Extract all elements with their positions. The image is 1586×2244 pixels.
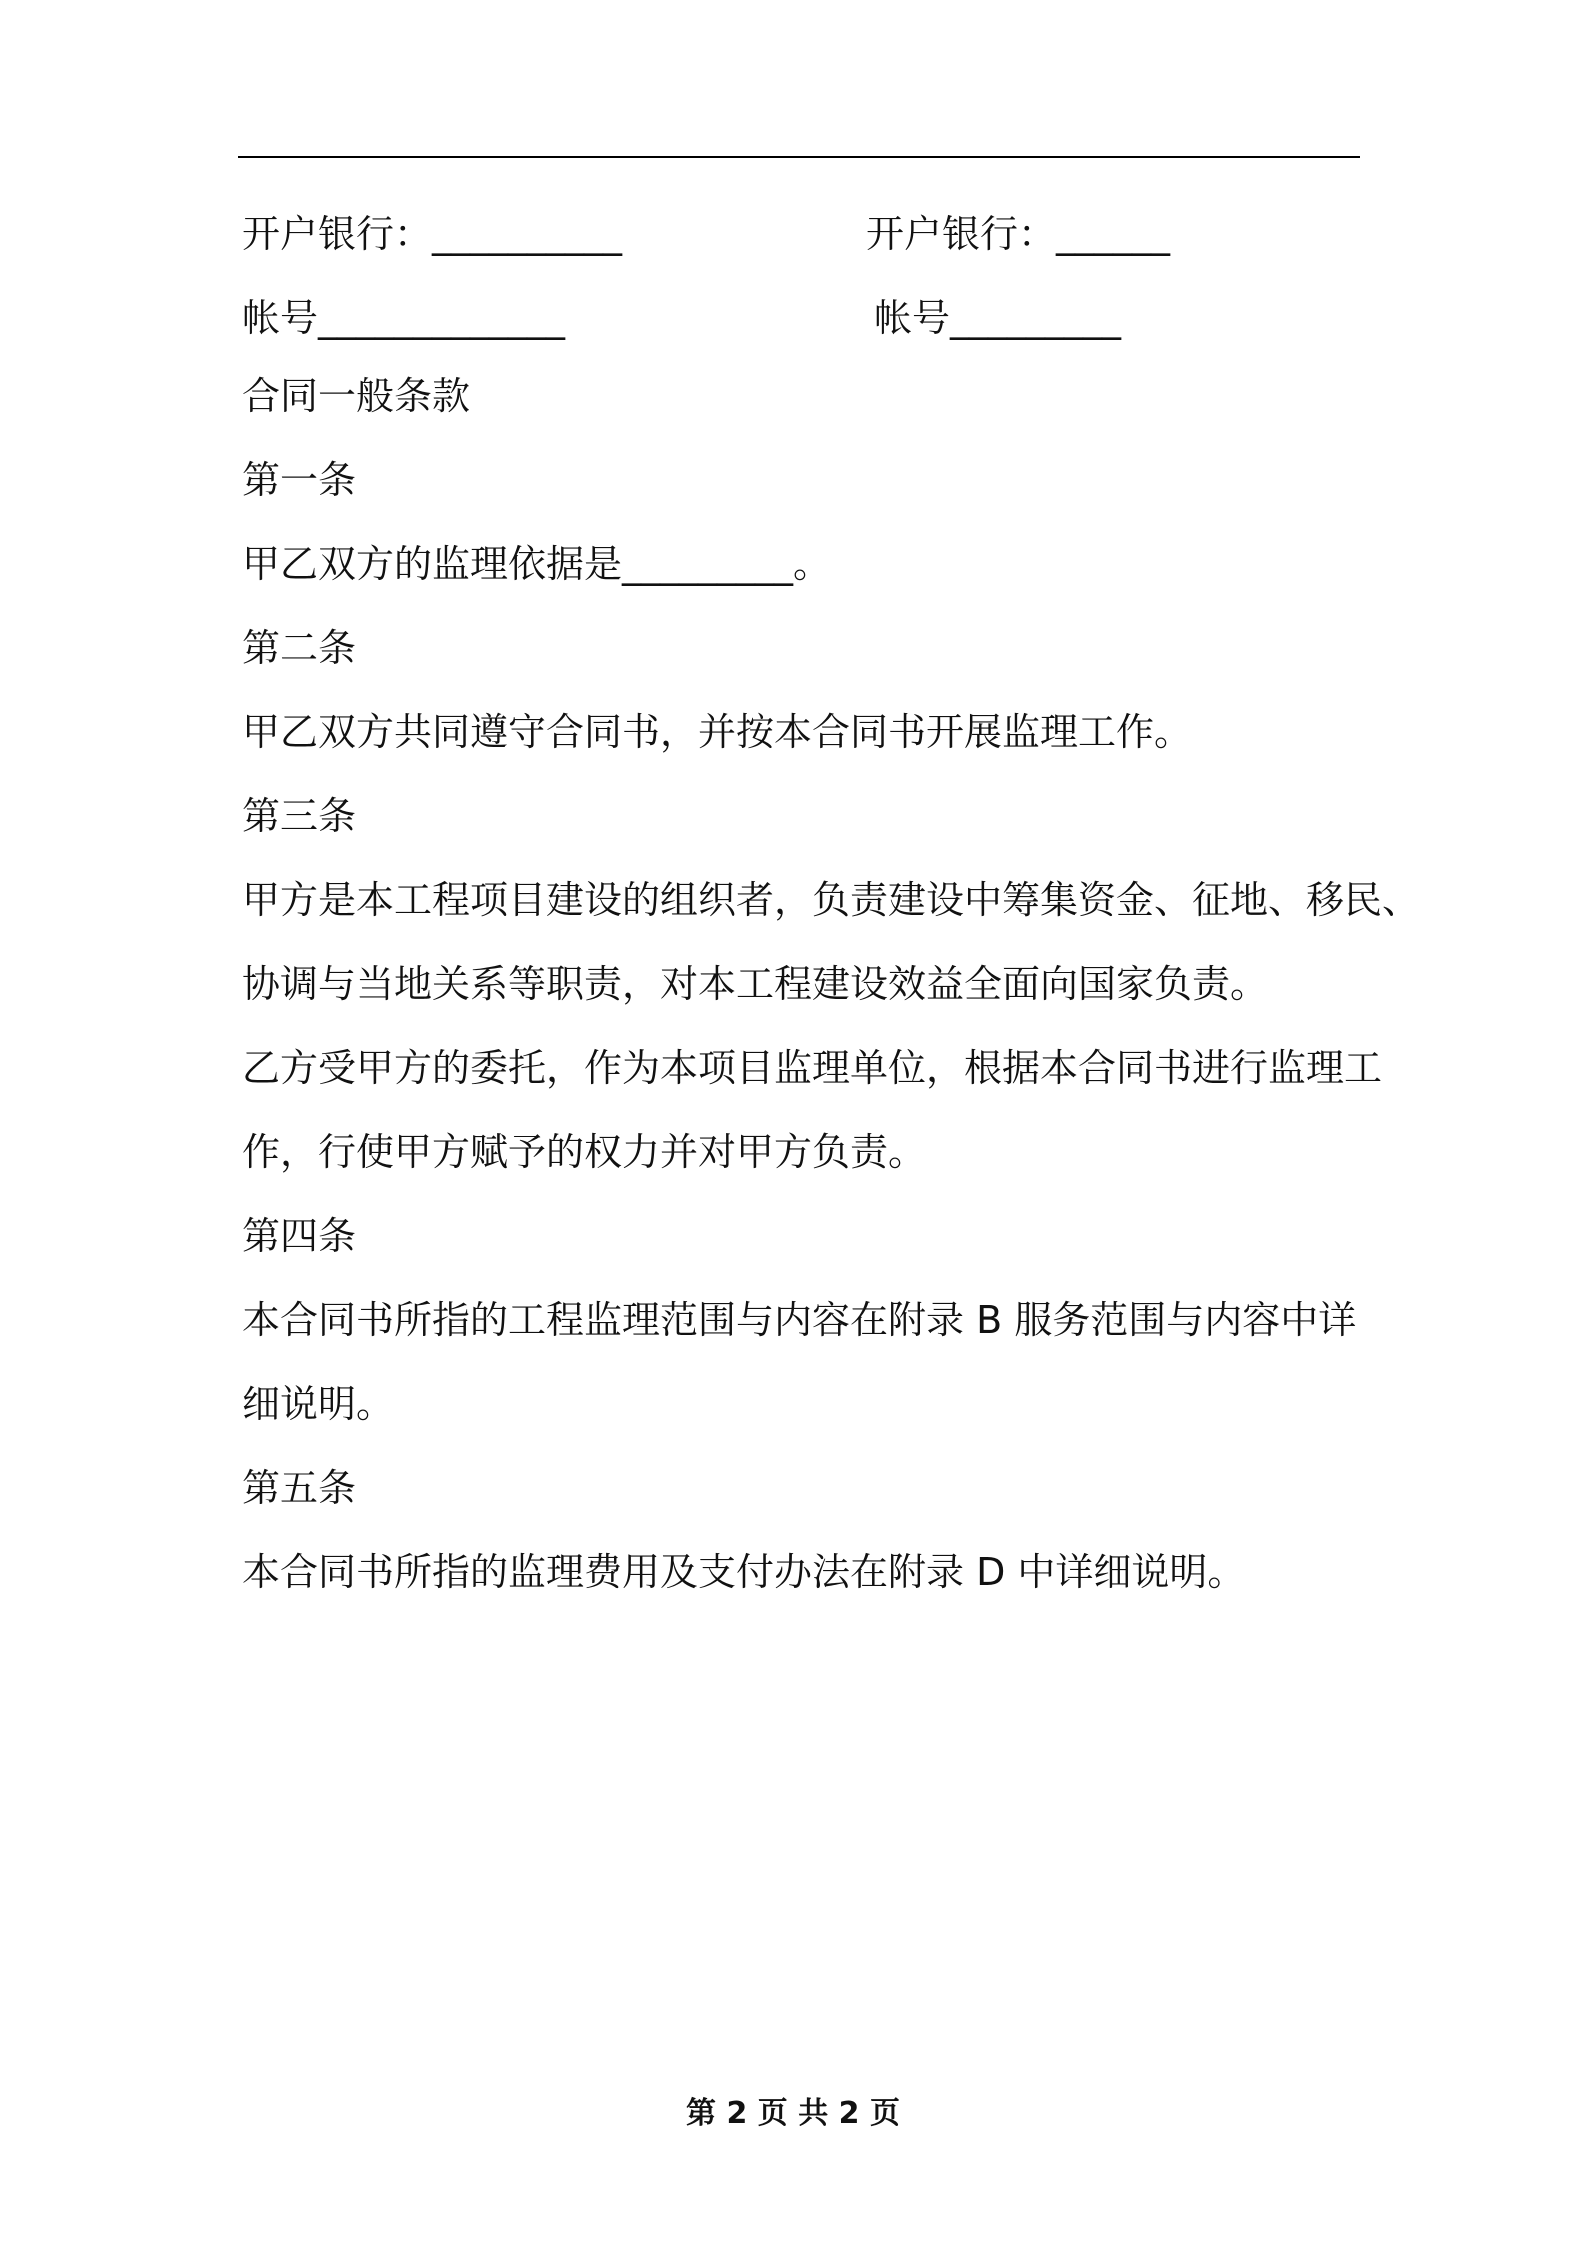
header-rule <box>238 156 1360 158</box>
left-bank-field: 开户银行：__________ <box>242 212 623 256</box>
article-4-text-2: 细说明。 <box>242 1382 395 1426</box>
article-4-title: 第四条 <box>242 1214 357 1258</box>
section-title: 合同一般条款 <box>242 374 471 418</box>
article-2-title: 第二条 <box>242 626 357 670</box>
right-account-field: 帐号_________ <box>874 296 1122 340</box>
article-2-text: 甲乙双方共同遵守合同书，并按本合同书开展监理工作。 <box>242 710 1193 754</box>
left-account-field: 帐号_____________ <box>242 296 566 340</box>
article-3-title: 第三条 <box>242 794 357 838</box>
article-4-text-1: 本合同书所指的工程监理范围与内容在附录 B 服务范围与内容中详 <box>242 1298 1357 1342</box>
article-3-text-2: 协调与当地关系等职责，对本工程建设效益全面向国家负责。 <box>242 962 1269 1006</box>
article-3-text-1: 甲方是本工程项目建设的组织者，负责建设中筹集资金、征地、移民、 <box>242 878 1421 922</box>
right-bank-field: 开户银行：______ <box>866 212 1171 256</box>
article-5-title: 第五条 <box>242 1466 357 1510</box>
article-1-title: 第一条 <box>242 458 357 502</box>
article-3-text-3: 乙方受甲方的委托，作为本项目监理单位，根据本合同书进行监理工 <box>242 1046 1383 1090</box>
article-1-text: 甲乙双方的监理依据是_________。 <box>242 542 832 586</box>
article-3-text-4: 作，行使甲方赋予的权力并对甲方负责。 <box>242 1130 927 1174</box>
article-5-text: 本合同书所指的监理费用及支付办法在附录 D 中详细说明。 <box>242 1550 1246 1594</box>
page-number: 第 2 页 共 2 页 <box>686 2096 900 2131</box>
